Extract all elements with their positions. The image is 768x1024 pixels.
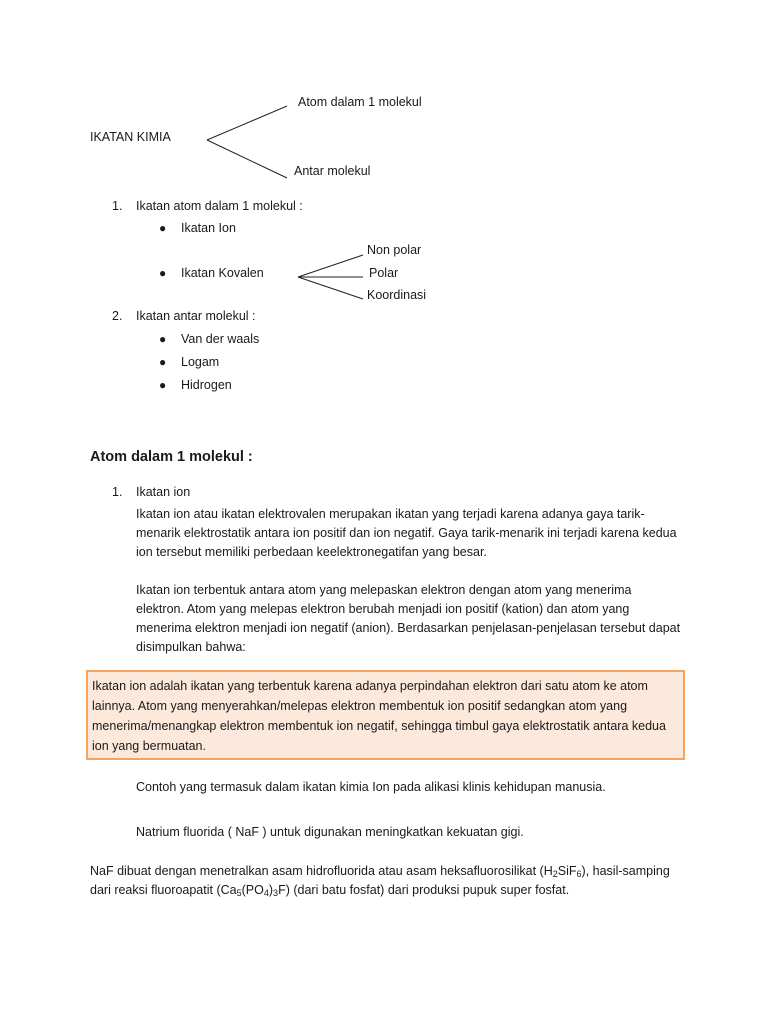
kovalen-line-koordinasi [298, 277, 363, 299]
bullet-icon: ● [159, 332, 167, 346]
list2-item-logam: Logam [181, 355, 220, 369]
list1-item-ion: Ikatan Ion [181, 221, 236, 235]
bullet-icon: ● [159, 378, 167, 392]
example-text: Contoh yang termasuk dalam ikatan kimia Ion pada alikasi klinis kehidupan manusia. [136, 780, 606, 794]
list1-number: 1. [112, 199, 123, 213]
kovalen-line-nonpolar [298, 255, 363, 277]
branch-line-top [207, 106, 287, 140]
list1-title: Ikatan atom dalam 1 molekul : [136, 199, 303, 213]
diagram-branch-bottom: Antar molekul [294, 164, 371, 178]
branch-line-bottom [207, 140, 287, 178]
paragraph-2: Ikatan ion terbentuk antara atom yang melepaskan elektron dengan atom yang menerima elektron. Atom yang melepas elektron berubah menjadi ion positif (kation) dan atom yang menerima elektron menjadi ion negatif (anion). Berdasarkan penjelasan-penjelasan tersebut dapat disimpulkan bahwa: [136, 583, 681, 654]
naf-text: Natrium fluorida ( NaF ) untuk digunakan meningkatkan kekuatan gigi. [136, 825, 524, 839]
diagram-branch-top: Atom dalam 1 molekul [298, 95, 422, 109]
bullet-icon: ● [159, 221, 167, 235]
section-item-number: 1. [112, 485, 123, 499]
list2-item-vanderwaals: Van der waals [181, 332, 260, 346]
diagram-root-label: IKATAN KIMIA [90, 130, 171, 144]
list1-item-kovalen: Ikatan Kovalen [181, 266, 264, 280]
section-heading: Atom dalam 1 molekul : [90, 449, 253, 465]
list2-number: 2. [112, 309, 123, 323]
section-item-title: Ikatan ion [136, 485, 191, 499]
kovalen-type-koordinasi: Koordinasi [367, 288, 427, 302]
final-paragraph: NaF dibuat dengan menetralkan asam hidrofluorida atau asam heksafluorosilikat $(H_2SiF_6)$, hasil-samping dari reaksi fluoroapatit $(Ca_5(PO_4)_3F)$ (dari batu fosfat) dari produksi pupuk super fosfat. [90, 864, 670, 898]
bullet-icon: ● [159, 355, 167, 369]
kovalen-type-nonpolar: Non polar [367, 243, 422, 257]
conclusion-callout: Ikatan ion adalah ikatan yang terbentuk karena adanya perpindahan elektron dari satu atom ke atom lainnya. Atom yang menyerahkan/melepas elektron membentuk ion positif sedangkan atom yang menerima/menangkap elektron membentuk ion negatif, sehingga timbul gaya elektrostatik antara kedua ion yang bermuatan. [86, 670, 685, 760]
paragraph-1: Ikatan ion atau ikatan elektrovalen merupakan ikatan yang terjadi karena adanya gaya tarik-menarik elektrostatik antara ion positif dan ion negatif. Gaya tarik-menarik ini terjadi karena kedua ion tersebut memiliki perbedaan keelektronegatifan yang besar. [136, 507, 677, 559]
bullet-icon: ● [159, 266, 167, 280]
kovalen-type-polar: Polar [369, 266, 399, 280]
list2-item-hidrogen: Hidrogen [181, 378, 232, 392]
list2-title: Ikatan antar molekul : [136, 309, 256, 323]
